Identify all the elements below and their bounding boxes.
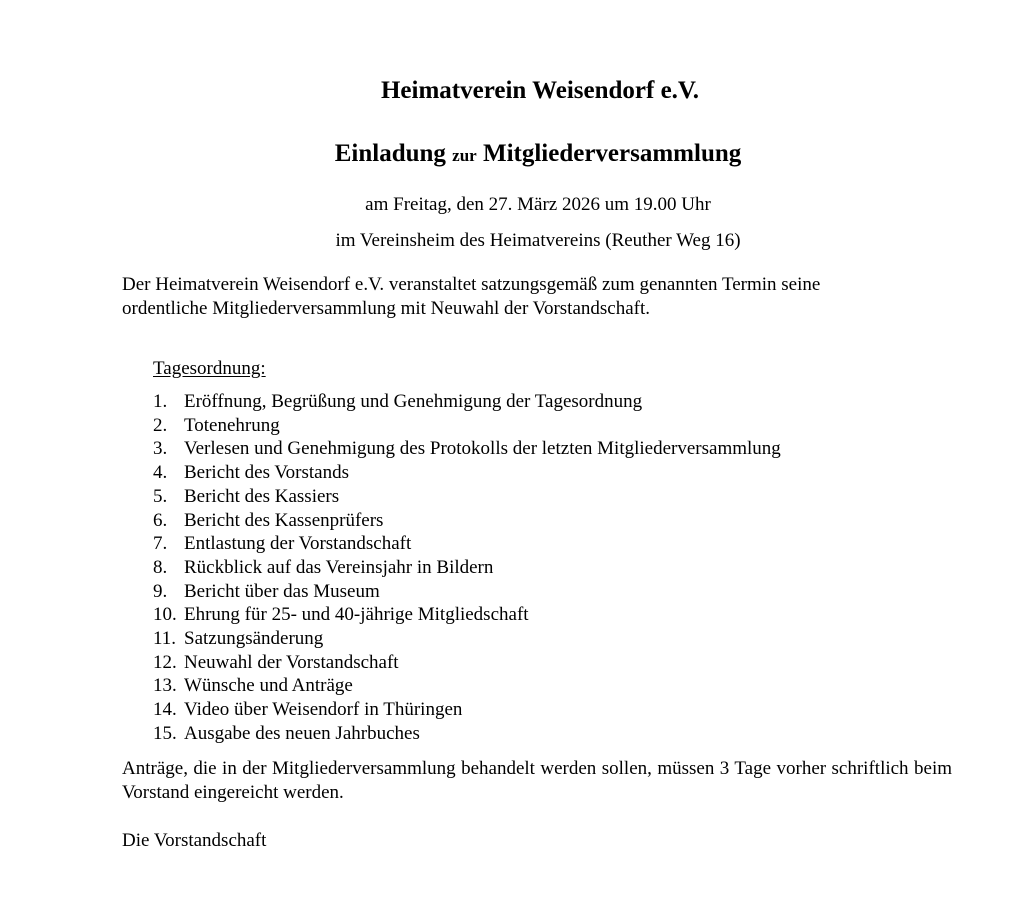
agenda-item-text: Totenehrung <box>184 414 280 436</box>
agenda-item <box>153 414 781 438</box>
agenda-list <box>153 390 781 746</box>
agenda-item <box>153 390 781 414</box>
agenda-item-text: Satzungsänderung <box>184 628 324 650</box>
agenda-item-number: 6. <box>153 509 168 531</box>
agenda-item-number: 3. <box>153 438 168 460</box>
agenda-item <box>153 674 781 698</box>
agenda-item-text: Rückblick auf das Vereinsjahr in Bildern <box>184 556 494 578</box>
agenda-item-text: Bericht des Kassenprüfers <box>184 509 384 531</box>
agenda-item-number: 10. <box>153 604 177 626</box>
agenda-item-number: 7. <box>153 533 168 555</box>
document-title <box>0 138 1024 172</box>
agenda-item-number: 9. <box>153 580 168 602</box>
agenda-item <box>153 580 781 604</box>
agenda-item <box>153 603 781 627</box>
agenda-item <box>153 722 781 746</box>
agenda-item-number: 8. <box>153 556 168 578</box>
title-word-to: zur <box>452 146 477 165</box>
agenda-item <box>153 437 781 461</box>
agenda-item-number: 5. <box>153 485 168 507</box>
agenda-heading: Tagesordnung: <box>153 358 266 379</box>
agenda-item-number: 14. <box>153 699 177 721</box>
agenda-item-number: 11. <box>153 628 177 650</box>
agenda-item <box>153 651 781 675</box>
agenda-item-text: Ehrung für 25- und 40-jährige Mitgliedschaft <box>184 604 529 626</box>
agenda-item-text: Wünsche und Anträge <box>184 675 353 697</box>
agenda-item <box>153 509 781 533</box>
agenda-item-number: 13. <box>153 675 177 697</box>
agenda-item-text: Entlastung der Vorstandschaft <box>184 533 412 555</box>
motions-deadline-note: Anträge, die in der Mitgliederversammlung behandelt werden sollen, müssen 3 Tage vorher schriftlich beim Vorstand eingereicht werden. <box>122 758 952 803</box>
organization-title: Heimatverein Weisendorf e.V. <box>380 77 700 104</box>
agenda-item-number: 4. <box>153 462 168 484</box>
meeting-venue: im Vereinsheim des Heimatvereins (Reuther Weg 16) <box>335 230 741 251</box>
agenda-item <box>153 461 781 485</box>
meeting-date: am Freitag, den 27. März 2026 um 19.00 Uhr <box>365 194 711 215</box>
agenda-item-text: Neuwahl der Vorstandschaft <box>184 651 399 673</box>
agenda-item <box>153 532 781 556</box>
agenda-item <box>153 698 781 722</box>
agenda-item <box>153 485 781 509</box>
agenda-item-number: 12. <box>153 651 177 673</box>
agenda-item-text: Ausgabe des neuen Jahrbuches <box>184 722 420 744</box>
agenda-item <box>153 627 781 651</box>
agenda-item-text: Verlesen und Genehmigung des Protokolls der letzten Mitgliederversammlung <box>184 438 781 460</box>
agenda-item-number: 15. <box>153 722 177 744</box>
agenda-item <box>153 556 781 580</box>
agenda-item-text: Bericht des Kassiers <box>184 485 340 507</box>
agenda-item-number: 1. <box>153 391 168 412</box>
agenda-item-text: Bericht des Vorstands <box>184 462 350 484</box>
intro-paragraph: Der Heimatverein Weisendorf e.V. veranstaltet satzungsgemäß zum genannten Termin seine ordentliche Mitgliederversammlung mit Neuwahl der Vorstandschaft. <box>122 274 821 319</box>
signature: Die Vorstandschaft <box>122 830 267 851</box>
agenda-item-text: Bericht über das Museum <box>184 580 380 602</box>
agenda-item-number: 2. <box>153 414 168 436</box>
title-word-meeting: Mitgliederversammlung <box>482 140 742 167</box>
title-word-invitation: Einladung <box>334 140 446 167</box>
agenda-item-text: Eröffnung, Begrüßung und Genehmigung der Tagesordnung <box>184 391 643 412</box>
agenda-item-text: Video über Weisendorf in Thüringen <box>184 699 463 721</box>
